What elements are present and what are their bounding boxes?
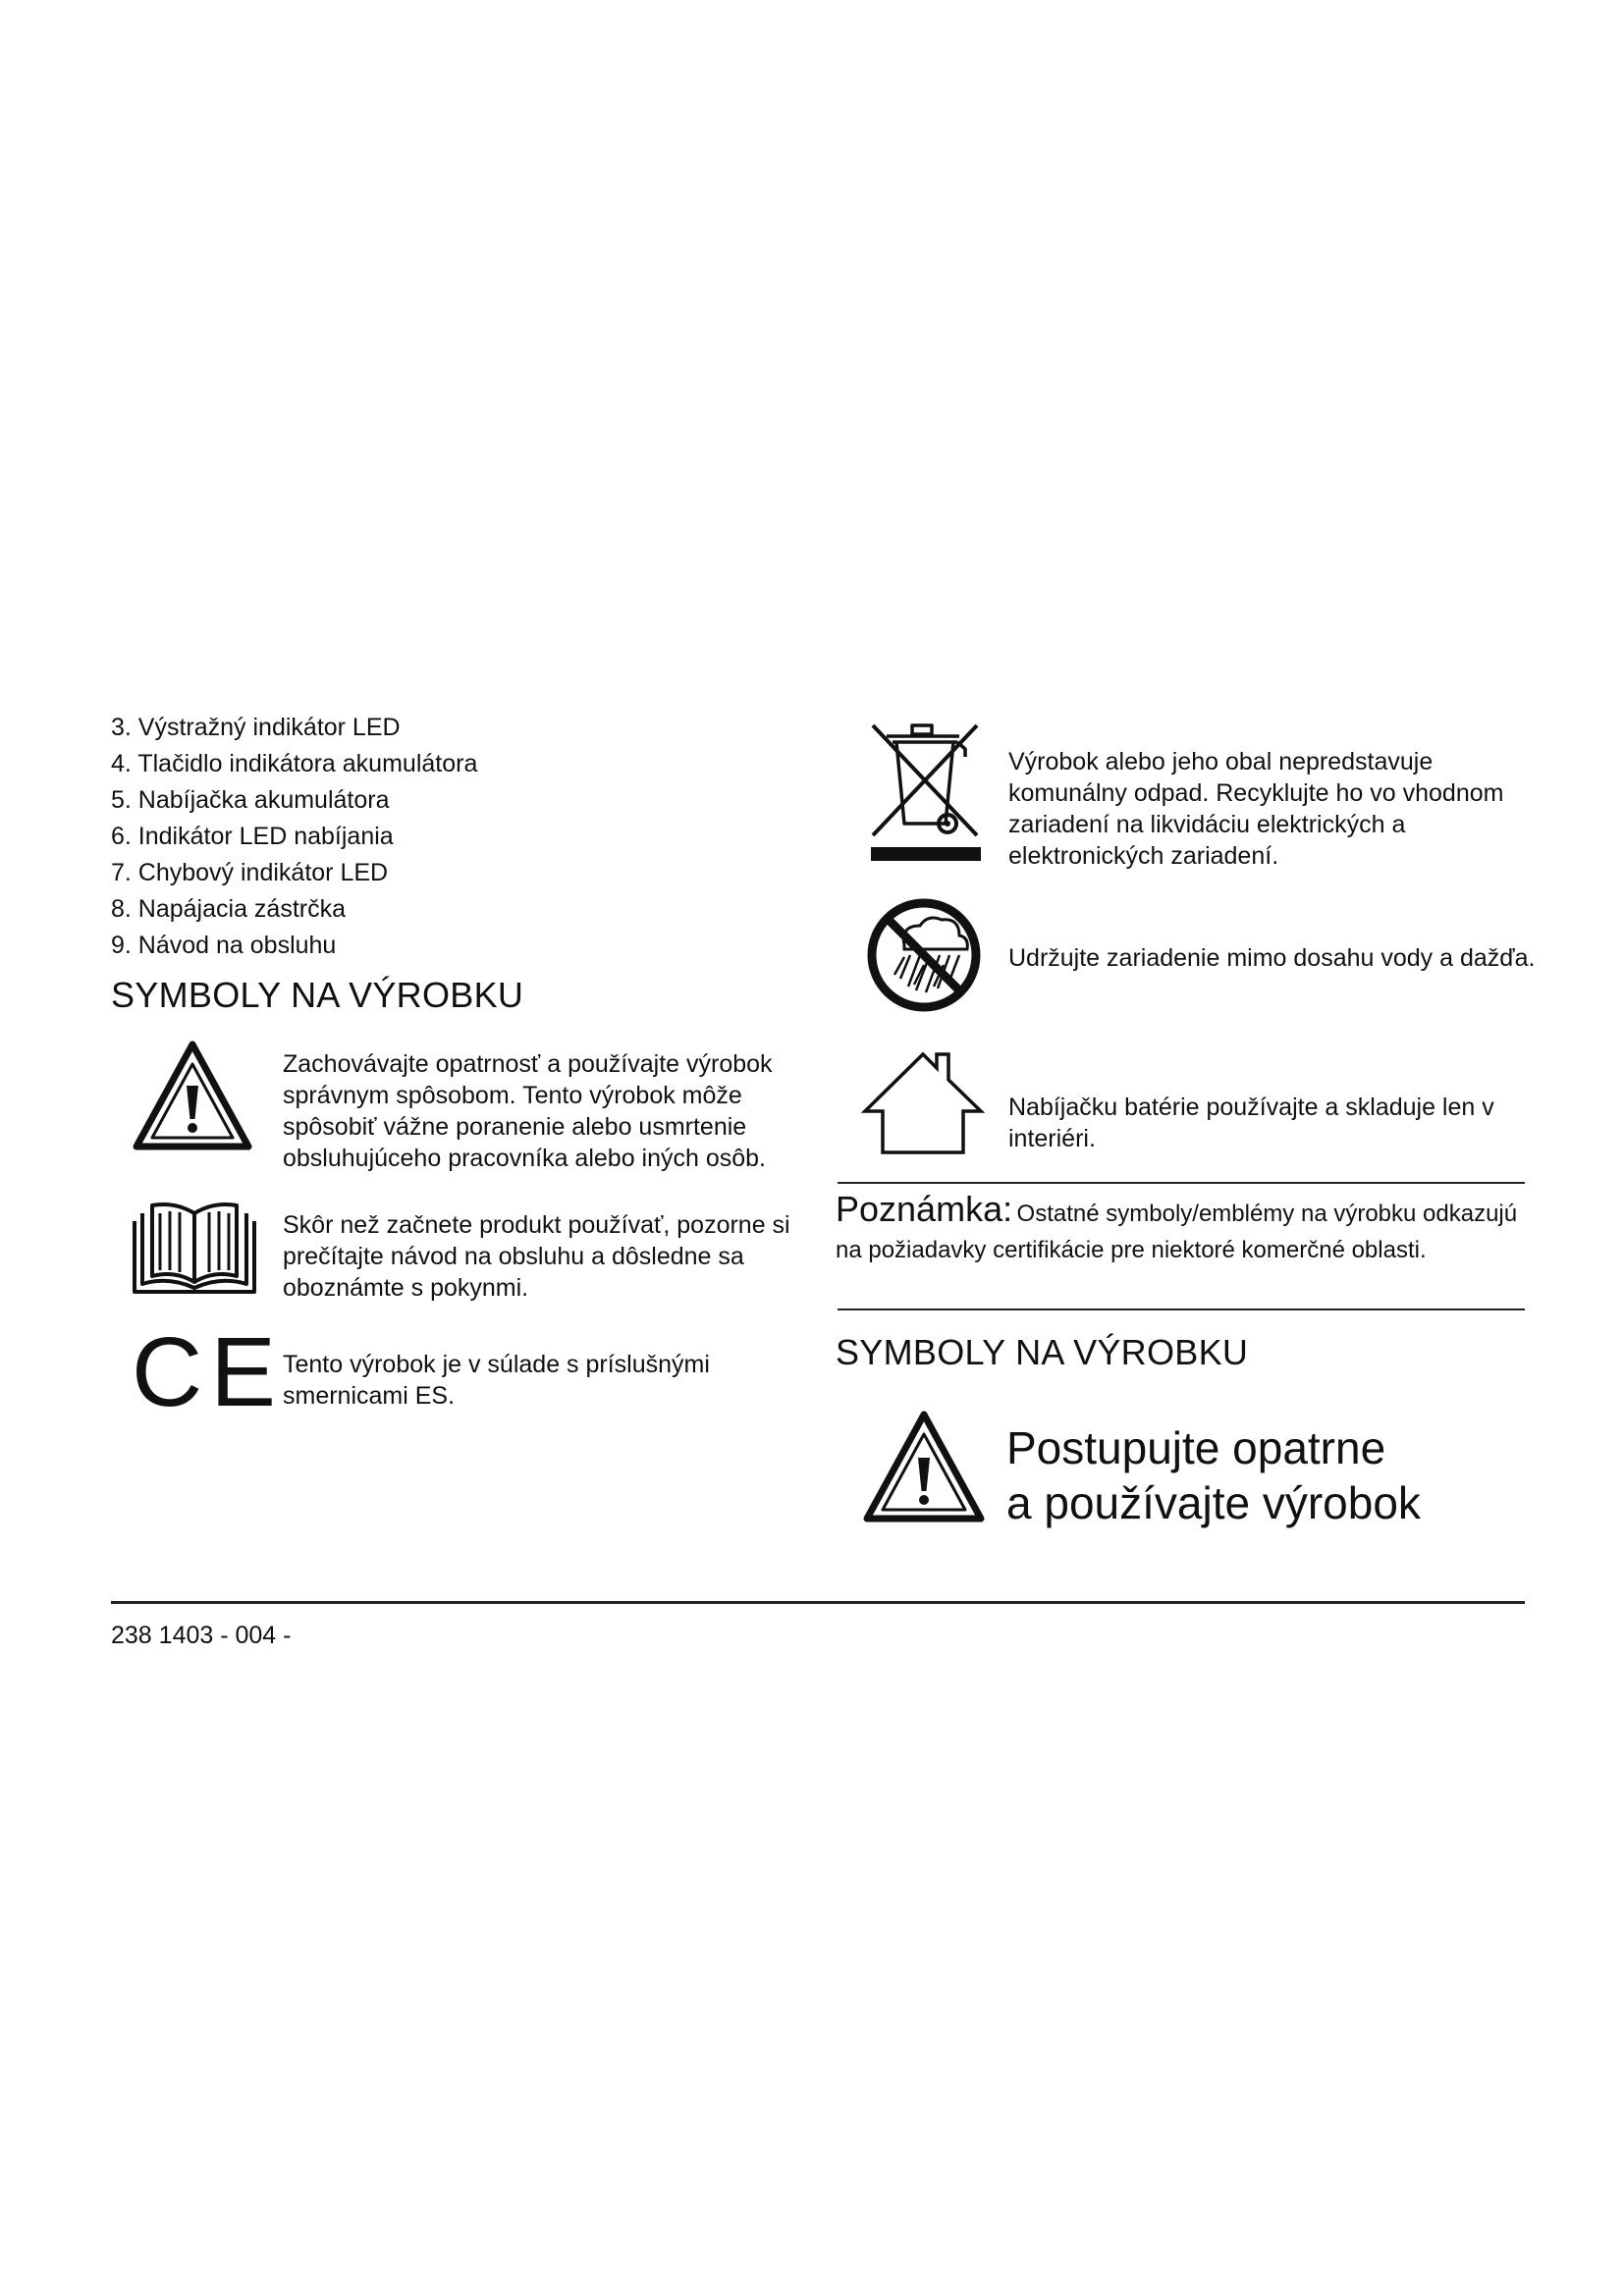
no-rain-icon [865, 896, 983, 1014]
weee-description: Výrobok alebo jeho obal nepredstavuje komunálny odpad. Recyklujte ho vo vhodnom zariadení na likvidáciu elektrických a elektronických zariadení. [1008, 748, 1504, 870]
note [836, 1189, 1523, 1270]
section-heading: SYMBOLY NA VÝROBKU [836, 1332, 1249, 1372]
note-body: Ostatné symboly/emblémy na výrobku odkazujú na požiadavky certifikácie pre niektoré komerčné oblasti. [836, 1201, 1518, 1263]
list-item: 3. Výstražný indikátor LED [111, 714, 401, 741]
list-item: 7. Chybový indikátor LED [111, 859, 389, 886]
parts-list [111, 710, 798, 964]
footer [111, 1622, 292, 1650]
indoor-description: Nabíjačku batérie používajte a skladuje len v interiéri. [1008, 1094, 1494, 1152]
rain-description: Udržujte zariadenie mimo dosahu vody a dažďa. [1008, 944, 1536, 972]
ce-description: Tento výrobok je v súlade s príslušnými smernicami ES. [283, 1351, 710, 1410]
list-item: 8. Napájacia zástrčka [111, 895, 347, 923]
section-heading: SYMBOLY NA VÝROBKU [111, 975, 524, 1015]
list-item: 6. Indikátor LED nabíjania [111, 823, 394, 850]
footer-divider [111, 1601, 1525, 1604]
caution-line: a používajte výrobok [1006, 1477, 1421, 1528]
doc-code: 1403 - 004 - [158, 1622, 292, 1649]
crossed-out-bin-icon [867, 721, 985, 865]
house-indoor-icon [861, 1050, 985, 1156]
manual-book-icon [131, 1200, 258, 1296]
manual-description: Skôr než začnete produkt používať, pozorne si prečítajte návod na obsluhu a dôsledne sa oboznámte s pokynmi. [283, 1211, 790, 1302]
list-item: 4. Tlačidlo indikátora akumulátora [111, 750, 478, 777]
warning-triangle-icon [861, 1409, 987, 1524]
caution-line: Postupujte opatrne [1006, 1422, 1386, 1473]
note-title: Poznámka: [836, 1189, 1013, 1229]
divider [838, 1182, 1525, 1184]
caution-text [1006, 1420, 1556, 1530]
warning-description: Zachovávajte opatrnosť a používajte výrobok správnym spôsobom. Tento výrobok môže spôsobiť vážne poranenie alebo usmrtenie obsluhujúceho pracovníka alebo iných osôb. [283, 1050, 773, 1172]
warning-triangle-icon [131, 1039, 254, 1152]
page-number: 238 [111, 1622, 152, 1649]
list-item: 9. Návod na obsluhu [111, 932, 337, 959]
ce-mark-icon: CE [132, 1317, 284, 1427]
divider [838, 1308, 1525, 1310]
list-item: 5. Nabíjačka akumulátora [111, 786, 390, 814]
